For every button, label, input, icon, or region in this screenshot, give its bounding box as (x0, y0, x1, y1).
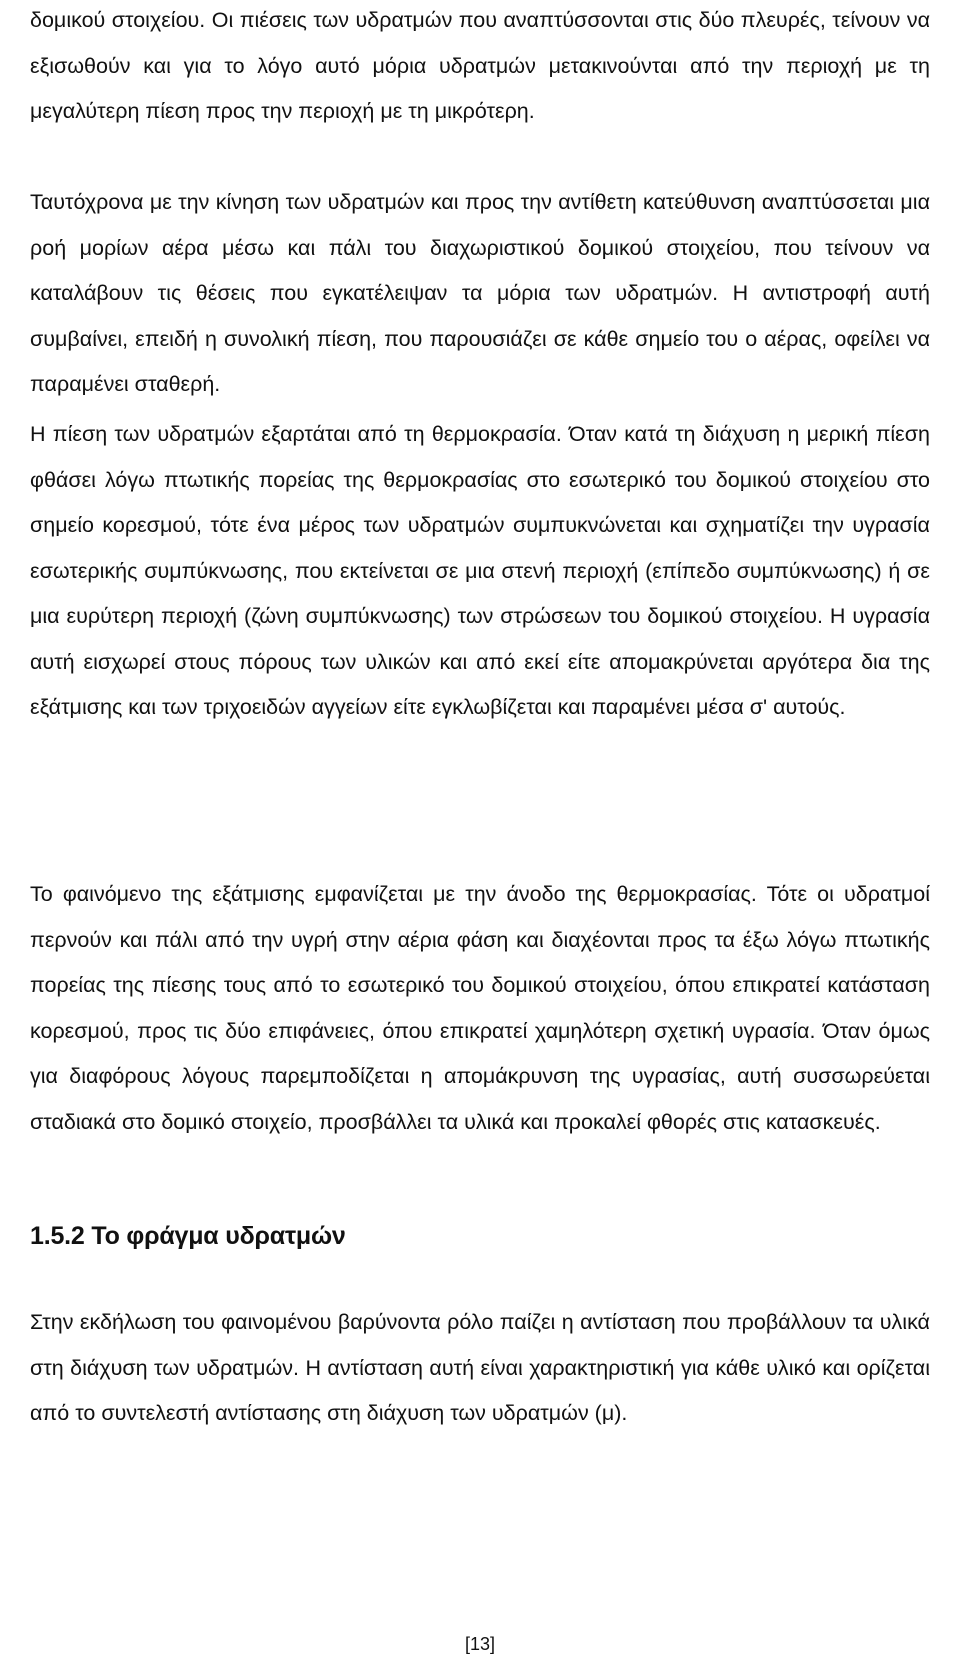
section-heading: 1.5.2 Το φράγμα υδρατμών (30, 1222, 346, 1250)
paragraph-4: Το φαινόμενο της εξάτμισης εμφανίζεται με την άνοδο της θερμοκρασίας. Τότε οι υδρατμοί περνούν και πάλι από την υγρή στην αέρια φάση και διαχέονται προς τα έξω λόγω πτωτικής πορείας της πίεσης τους από το εσωτερικό του δομικού στοιχείου, όπου επικρατεί κατάσταση κορεσμού, προς τις δύο επιφάνειες, όπου επικρατεί χαμηλότερη σχετική υγρασία. Όταν όμως για διαφόρους λόγους παρεμποδίζεται η απομάκρυνση της υγρασίας, αυτή συσσωρεύεται σταδιακά στο δομικό στοιχείο, προσβάλλει τα υλικά και προκαλεί φθορές στις κατασκευές. (30, 882, 930, 1134)
paragraph-2: Ταυτόχρονα με την κίνηση των υδρατμών και προς την αντίθετη κατεύθυνση αναπτύσσεται μια ροή μορίων αέρα μέσω και πάλι του διαχωριστικού δομικού στοιχείου, που τείνουν να καταλάβουν τις θέσεις που εγκατέλειψαν τα μόρια των υδρατμών. Η αντιστροφή αυτή συμβαίνει, επειδή η συνολική πίεση, που παρουσιάζει σε κάθε σημείο του ο αέρας, οφείλει να παραμένει σταθερή. (30, 190, 930, 396)
page-number: [13] (464, 1634, 496, 1654)
paragraph-3: Η πίεση των υδρατμών εξαρτάται από τη θερμοκρασία. Όταν κατά τη διάχυση η μερική πίεση φθάσει λόγω πτωτικής πορείας της θερμοκρασίας στο εσωτερικό του δομικού στοιχείου στο σημείο κορεσμού, τότε ένα μέρος των υδρατμών συμπυκνώνεται και σχηματίζει την υγρασία εσωτερικής συμπύκνωσης, που εκτείνεται σε μια στενή περιοχή (επίπεδο συμπύκνωσης) ή σε μια ευρύτερη περιοχή (ζώνη συμπύκνωσης) των στρώσεων του δομικού στοιχείου. Η υγρασία αυτή εισχωρεί στους πόρους των υλικών και από εκεί είτε απομακρύνεται αργότερα δια της εξάτμισης και των τριχοειδών αγγείων είτε εγκλωβίζεται και παραμένει μέσα σ' αυτούς. (30, 422, 930, 719)
section-paragraph: Στην εκδήλωση του φαινομένου βαρύνοντα ρόλο παίζει η αντίσταση που προβάλλουν τα υλικά στη διάχυση των υδρατμών. Η αντίσταση αυτή είναι χαρακτηριστική για κάθε υλικό και ορίζεται από το συντελεστή αντίστασης στη διάχυση των υδρατμών (μ). (30, 1310, 930, 1425)
paragraph-1: δομικού στοιχείου. Οι πιέσεις των υδρατμών που αναπτύσσονται στις δύο πλευρές, τείνουν να εξισωθούν και για το λόγο αυτό μόρια υδρατμών μετακινούνται από την περιοχή με τη μεγαλύτερη πίεση προς την περιοχή με τη μικρότερη. (30, 8, 930, 123)
